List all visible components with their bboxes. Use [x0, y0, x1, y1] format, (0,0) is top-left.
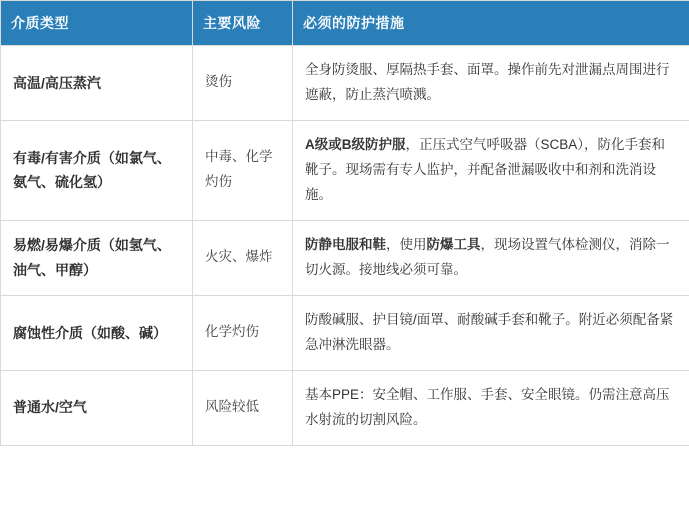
cell-main-risk: 烫伤	[193, 46, 293, 121]
table-header	[1, 1, 689, 46]
measure-text: 基本PPE：安全帽、工作服、手套、安全眼镜。仍需注意高压水射流的切割风险。	[305, 386, 670, 427]
measure-text: ，正压式空气呼吸器（SCBA），防化手套和靴子。现场需有专人监护，并配备泄漏吸收中和剂和洗消设施。	[305, 136, 666, 202]
cell-main-risk: 化学灼伤	[193, 295, 293, 370]
measure-text: ，使用	[386, 236, 427, 252]
cell-required-measures	[293, 220, 689, 295]
column-header-main-risk: 主要风险	[193, 1, 293, 46]
table-header-row	[1, 1, 689, 46]
measure-emphasis: A级或B级防护服	[305, 136, 406, 152]
table-row	[1, 120, 689, 220]
cell-required-measures	[293, 120, 689, 220]
column-header-medium-type: 介质类型	[1, 1, 193, 46]
cell-required-measures	[293, 295, 689, 370]
cell-required-measures	[293, 46, 689, 121]
cell-medium-type: 腐蚀性介质（如酸、碱）	[1, 295, 193, 370]
cell-medium-type: 有毒/有害介质（如氯气、氨气、硫化氢）	[1, 120, 193, 220]
cell-main-risk: 风险较低	[193, 370, 293, 445]
measure-text: ，现场设置气体检测仪，消除一切火源。接地线必须可靠。	[305, 236, 670, 277]
column-header-required-measures: 必须的防护措施	[293, 1, 689, 46]
table-row	[1, 46, 689, 121]
cell-required-measures	[293, 370, 689, 445]
measure-text: 全身防烫服、厚隔热手套、面罩。操作前先对泄漏点周围进行遮蔽，防止蒸汽喷溅。	[305, 62, 670, 102]
table-body	[1, 46, 689, 446]
table-row	[1, 295, 689, 370]
table-row	[1, 220, 689, 295]
cell-main-risk: 火灾、爆炸	[193, 220, 293, 295]
cell-medium-type: 易燃/易爆介质（如氢气、油气、甲醇）	[1, 220, 193, 295]
table-row	[1, 370, 689, 445]
measure-emphasis: 防静电服和鞋	[305, 236, 386, 252]
measure-emphasis: 防爆工具	[426, 236, 481, 252]
cell-main-risk: 中毒、化学灼伤	[193, 120, 293, 220]
cell-medium-type: 高温/高压蒸汽	[1, 46, 193, 121]
measure-text: 防酸碱服、护目镜/面罩、耐酸碱手套和靴子。附近必须配备紧急冲淋洗眼器。	[305, 311, 674, 352]
cell-medium-type: 普通水/空气	[1, 370, 193, 445]
